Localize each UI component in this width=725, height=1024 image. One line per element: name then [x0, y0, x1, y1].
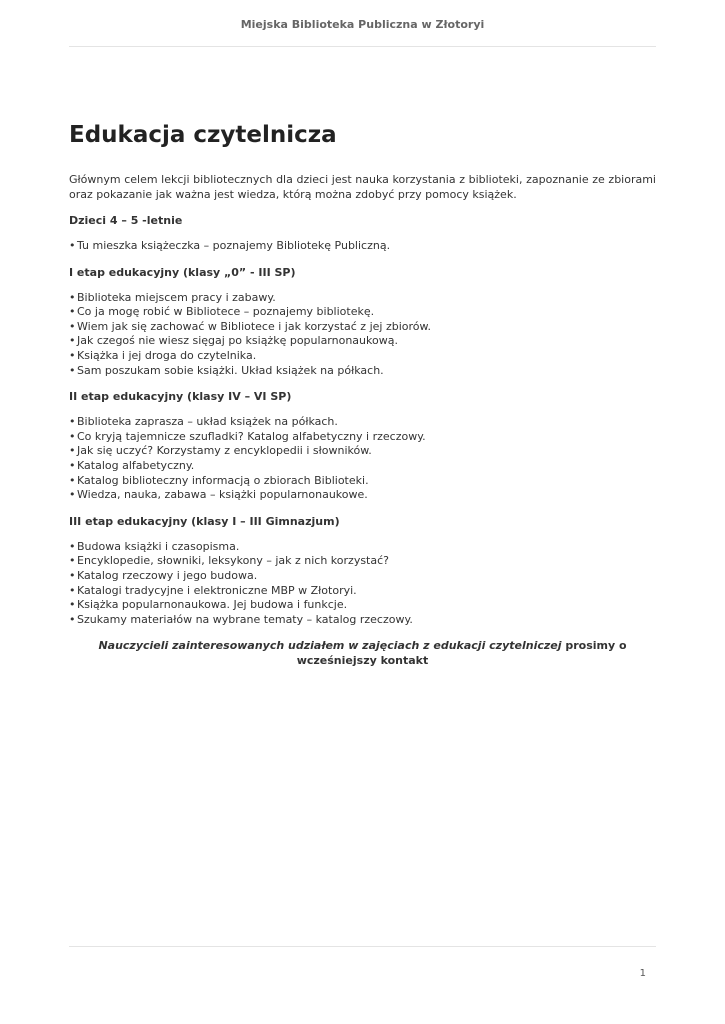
section-heading-stage-1: I etap edukacyjny (klasy „0” - III SP) [69, 265, 296, 279]
list-item: • Encyklopedie, słowniki, leksykony – jak z nich korzystać? [69, 554, 656, 569]
list-item: • Szukamy materiałów na wybrane tematy – katalog rzeczowy. [69, 613, 656, 628]
list-item: • Katalog alfabetyczny. [69, 459, 656, 474]
list-item: • Wiem jak się zachować w Bibliotece i jak korzystać z jej zbiorów. [69, 320, 656, 335]
contact-note-italic: Nauczycieli zainteresowanych udziałem w zajęciach z edukacji czytelniczej [98, 639, 562, 653]
list-item: • Biblioteka zaprasza – układ książek na półkach. [69, 415, 656, 430]
section-list-stage-2 [69, 415, 656, 503]
contact-note-rest: prosimy o wcześniejszy kontakt [296, 639, 627, 668]
header-divider [69, 46, 656, 47]
list-item: • Książka i jej droga do czytelnika. [69, 349, 656, 364]
list-item: • Katalog rzeczowy i jego budowa. [69, 569, 656, 584]
contact-note [69, 638, 656, 668]
list-item: • Katalog biblioteczny informacją o zbiorach Biblioteki. [69, 474, 656, 489]
list-item: • Biblioteka miejscem pracy i zabawy. [69, 291, 656, 306]
list-item: • Wiedza, nauka, zabawa – książki popularnonaukowe. [69, 488, 656, 503]
list-item: • Jak się uczyć? Korzystamy z encyklopedii i słowników. [69, 444, 656, 459]
section-list-stage-1 [69, 291, 656, 379]
list-item: • Tu mieszka książeczka – poznajemy Bibliotekę Publiczną. [69, 239, 656, 254]
list-item: • Jak czegoś nie wiesz sięgaj po książkę popularnonaukową. [69, 334, 656, 349]
section-heading-stage-3: III etap edukacyjny (klasy I – III Gimnazjum) [69, 514, 340, 528]
page-title: Edukacja czytelnicza [69, 122, 337, 148]
section-heading-stage-2: II etap edukacyjny (klasy IV – VI SP) [69, 390, 292, 404]
list-item: • Sam poszukam sobie książki. Układ książek na półkach. [69, 364, 656, 379]
list-item: • Co ja mogę robić w Bibliotece – poznajemy bibliotekę. [69, 305, 656, 320]
intro-paragraph: Głównym celem lekcji bibliotecznych dla dzieci jest nauka korzystania z biblioteki, zapoznanie ze zbiorami oraz pokazanie jak ważna jest wiedza, którą można zdobyć przy pomocy książek. [69, 173, 656, 201]
document-header-title: Miejska Biblioteka Publiczna w Złotoryi [240, 18, 485, 31]
list-item: • Co kryją tajemnicze szufladki? Katalog alfabetyczny i rzeczowy. [69, 430, 656, 445]
section-heading-preschool: Dzieci 4 – 5 -letnie [69, 214, 183, 227]
footer-divider [69, 946, 656, 947]
main-content [69, 120, 656, 668]
list-item: • Budowa książki i czasopisma. [69, 540, 656, 555]
page-number: 1 [639, 968, 646, 979]
list-item: • Katalogi tradycyjne i elektroniczne MBP w Złotoryi. [69, 584, 656, 599]
section-list-stage-3 [69, 540, 656, 628]
section-list-preschool [69, 239, 656, 254]
list-item: • Książka popularnonaukowa. Jej budowa i funkcje. [69, 598, 656, 613]
